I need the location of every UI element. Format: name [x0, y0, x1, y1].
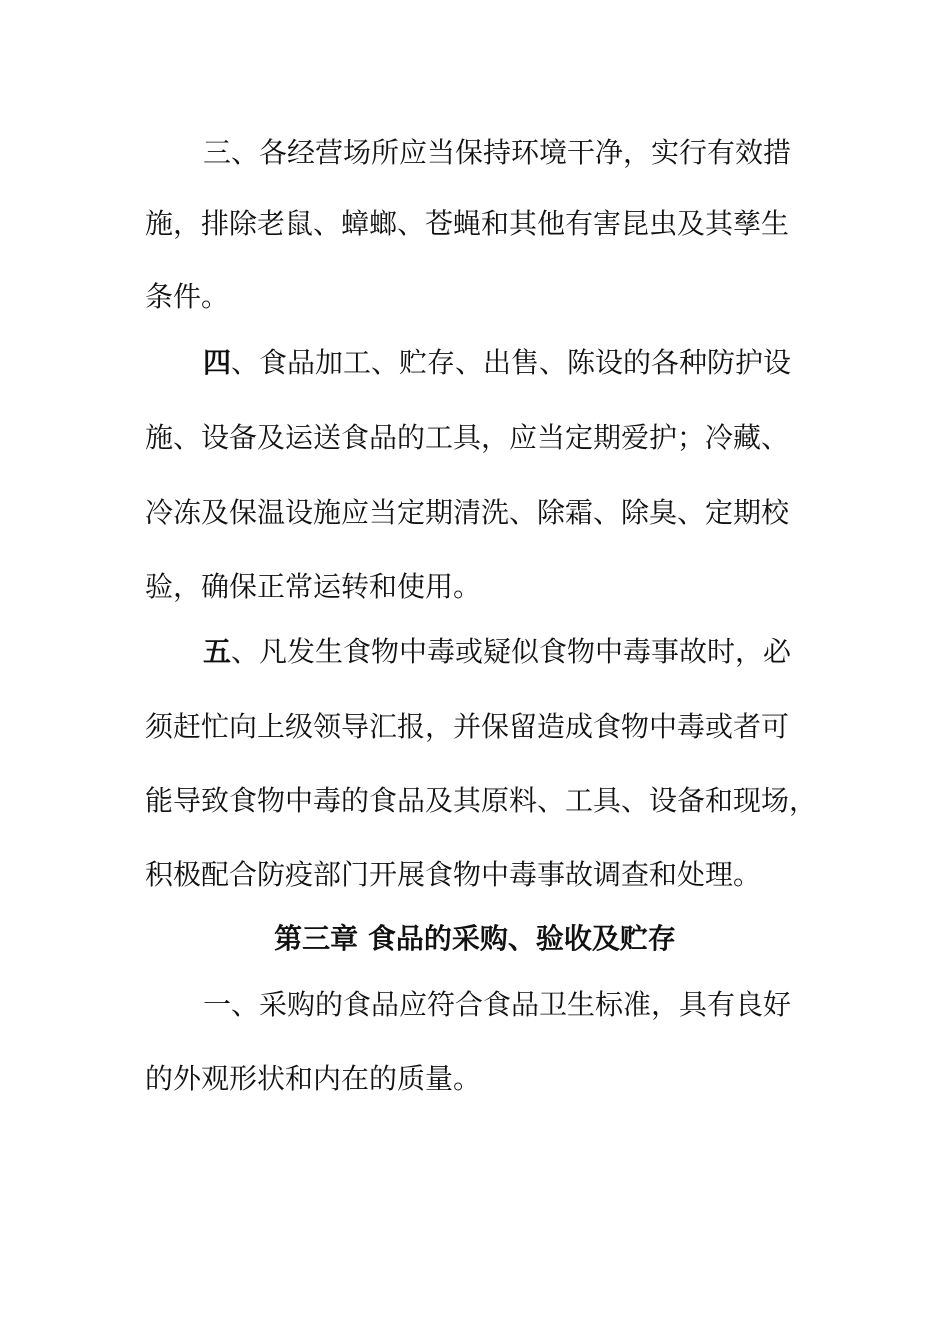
chapter-paragraph-1-line-1: 一、采购的食品应符合食品卫生标准，具有良好	[203, 988, 792, 1021]
paragraph-4-line-4: 验，确保正常运转和使用。	[145, 570, 482, 603]
paragraph-3-line-3: 条件。	[145, 280, 230, 313]
chapter-heading: 第三章 食品的采购、验收及贮存	[274, 922, 676, 955]
paragraph-5-line-3: 能导致食物中毒的食品及其原料、工具、设备和现场，	[145, 784, 818, 817]
paragraph-4-line-1-text: 、食品加工、贮存、出售、陈设的各种防护设	[231, 346, 792, 379]
paragraph-4-line-1	[203, 341, 893, 385]
paragraph-4-line-2: 施、设备及运送食品的工具，应当定期爱护；冷藏、	[145, 421, 790, 454]
paragraph-3-line-1: 三、各经营场所应当保持环境干净，实行有效措	[203, 136, 792, 169]
paragraph-5-number: 五	[203, 635, 232, 668]
paragraph-5-line-4: 积极配合防疫部门开展食物中毒事故调查和处理。	[145, 858, 762, 891]
chapter-paragraph-1-line-2: 的外观形状和内在的质量。	[145, 1062, 482, 1095]
paragraph-4-line-3: 冷冻及保温设施应当定期清洗、除霜、除臭、定期校	[145, 496, 790, 529]
paragraph-3-line-2: 施，排除老鼠、蟑螂、苍蝇和其他有害昆虫及其孳生	[145, 207, 790, 240]
paragraph-5-line-1-text: 、凡发生食物中毒或疑似食物中毒事故时，必	[231, 635, 792, 668]
paragraph-4-number: 四	[203, 346, 232, 379]
paragraph-5-line-1	[203, 630, 893, 674]
paragraph-5-line-2: 须赶忙向上级领导汇报，并保留造成食物中毒或者可	[145, 710, 790, 743]
